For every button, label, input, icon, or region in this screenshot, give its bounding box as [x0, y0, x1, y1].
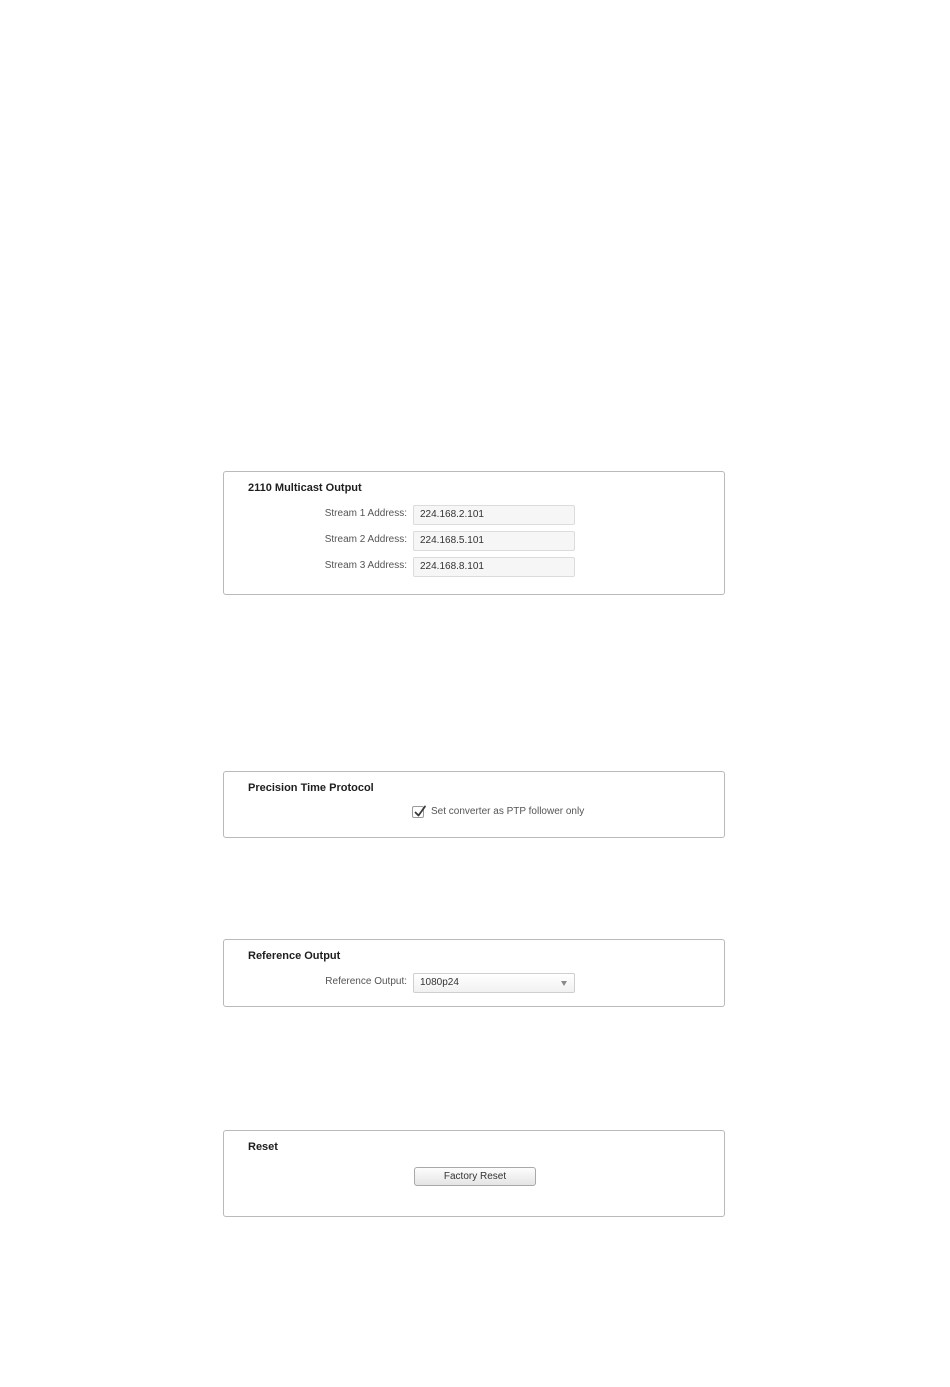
multicast-output-title: 2110 Multicast Output	[248, 482, 362, 494]
ptp-title: Precision Time Protocol	[248, 782, 374, 794]
chevron-down-icon	[561, 981, 567, 986]
reference-output-panel	[223, 939, 725, 1007]
reference-output-title: Reference Output	[248, 950, 341, 962]
reference-output-select[interactable]	[413, 973, 575, 993]
reference-output-row	[224, 973, 724, 993]
stream-3-row	[224, 557, 724, 577]
stream-2-label: Stream 2 Address:	[324, 534, 407, 545]
multicast-output-panel	[223, 471, 725, 595]
ptp-follower-checkbox[interactable]	[412, 806, 424, 818]
stream-1-address-input[interactable]: 224.168.2.101	[413, 505, 575, 525]
stream-2-row	[224, 531, 724, 551]
stream-3-address-input[interactable]: 224.168.8.101	[413, 557, 575, 577]
reset-title: Reset	[248, 1141, 278, 1153]
check-icon	[413, 804, 427, 819]
stream-3-label: Stream 3 Address:	[324, 560, 407, 571]
stream-1-label: Stream 1 Address:	[324, 508, 407, 519]
factory-reset-button[interactable]: Factory Reset	[414, 1167, 536, 1186]
stream-1-row	[224, 505, 724, 525]
ptp-panel	[223, 771, 725, 838]
ptp-follower-label: Set converter as PTP follower only	[431, 806, 585, 817]
reference-output-value: 1080p24	[420, 977, 459, 988]
reset-panel	[223, 1130, 725, 1217]
reference-output-label: Reference Output:	[325, 976, 407, 987]
stream-2-address-input[interactable]: 224.168.5.101	[413, 531, 575, 551]
